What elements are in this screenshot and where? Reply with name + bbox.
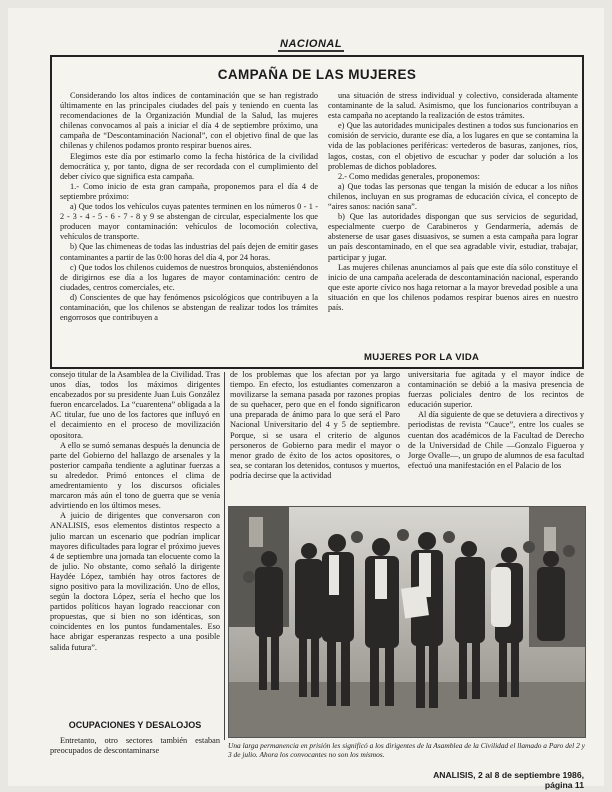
photo-illustration <box>229 507 586 738</box>
paragraph: 1.- Como inicio de esta gran campaña, proponemos para el día 4 de septiembre próximo: <box>60 181 318 201</box>
paragraph: Considerando los altos índices de contaminación que se han registrado últimamente en las principales ciudades del país y teniendo en cuenta las recomendaciones de la Organización Mundial de la Salud, las mujeres chilenas convocamos al país a iniciar el día 4 de septiembre próximo, una campaña de “Descontaminación Nacional”, con el objetivo final de que las chilenas y chilenos podamos pronto respirar buenos aires. <box>60 91 318 151</box>
news-photo <box>228 506 586 738</box>
article-column-right <box>408 370 584 506</box>
paragraph: Al día siguiente de que se detuviera a directivos y periodistas de revista “Cauce”, entre los cuales se cuentan dos académicos de la Facultad de Derecho de la Universidad de Chile —Gonzalo Figueroa y Jorge Ovalle—, un grupo de alumnos de esa facultad efectuó una manifestación en el Palacio de los <box>408 410 584 470</box>
paragraph: 2.- Como medidas generales, proponemos: <box>338 171 480 181</box>
paragraph: Las mujeres chilenas anunciamos al país que este día sólo constituye el inicio de una campaña acelerada de descontaminación nacional, esperando que este aporte cívico nos haga retornar a la mayor brevedad posible a una situación en que los chilenos podamos respirar buenos aires en nuestro país. <box>328 262 578 312</box>
article-column-left <box>50 370 220 718</box>
column-rule <box>224 372 225 740</box>
paragraph: b) Que las chimeneas de todas las industrias del país dejen de emitir gases contaminantes a partir de las 0:00 horas del día 4, por 24 horas. <box>60 242 318 262</box>
paragraph: Elegimos este día por estimarlo como la fecha histórica de la civilidad democrática y, por tanto, digna de ser recordada con el cumplimiento del deber cívico que significa esta campaña. <box>60 151 318 181</box>
box-column-2 <box>328 91 578 365</box>
paragraph: d) Conscientes de que hay fenómenos psicológicos que contribuyen a la contaminación, que los chilenos se abstengan de realizar todos los trámites engorrosos que contribuyen a <box>60 292 318 323</box>
section-tag: NACIONAL <box>280 38 343 50</box>
magazine-page <box>8 8 604 790</box>
paragraph: Entretanto, otro sectores también estaban preocupados de descontaminarse <box>50 736 220 756</box>
campaign-box <box>50 55 584 369</box>
page-footer: ANALISIS, 2 al 8 de septiembre 1986, página 11 <box>433 770 584 790</box>
paragraph: a) Que todas las personas que tengan la misión de educar a los niños chilenos, incluyan en sus programas de educación cívica, el concepto de “aires sanos: nación sana”. <box>328 181 578 212</box>
box-title: CAMPAÑA DE LAS MUJERES <box>217 67 417 82</box>
article-tail <box>50 736 220 760</box>
paragraph: b) Que las autoridades dispongan que sus servicios de seguridad, especialmente cuerpo de Carabineros y Gendarmería, además de abstenerse de usar gases disuasivos, se sumen a esta campaña para lograr un país descontaminado, en el que sea agradable vivir, estudiar, trabajar, participar y jugar. <box>328 212 578 262</box>
paragraph: A juicio de dirigentes que conversaron con ANALISIS, esos elementos distintos respecto a julio marcan un escenario que podrían implicar mayores dificultades para lograr el próximo jueves 4 de septiembre una jornada tan elocuente como la de julio. No obstante, como señaló la dirigente Haydée López, también hay otros factores de signo positivo para la movilización. Uno de ellos, según la doctora López, sería el hecho que los partidos políticos hayan logrado reaccionar con propuestas, que si bien no son idénticas, son coincidentes en los puntos fundamentales. Eso hace abrigar esperanzas respecto a una posible salida futura”. <box>50 511 220 652</box>
photo-caption: Una larga permanencia en prisión les significó a los dirigentes de la Asamblea de la Civilidad el llamado a Paro del 2 y 3 de julio. Ahora los convocantes no son los mismos. <box>228 741 585 759</box>
box-column-1 <box>60 91 318 365</box>
article-column-middle <box>230 370 400 506</box>
paragraph: a) Que todos los vehículos cuyas patentes terminen en los números 0 - 1 - 2 - 3 - 4 - 5 - 6 - 7 - 8 y 9 se abstengan de circular, especialmente los que producen mayor contaminación: vehículos de locomoción colectiva, vehículos de transporte. <box>60 202 318 242</box>
paragraph: una situación de stress individual y colectivo, considerada altamente contaminante de la salud. Asimismo, que los funcionarios contribuyan a esta campaña no aceptando la realización de estos trámites. <box>328 91 578 121</box>
paragraph: A ello se sumó semanas después la denuncia de parte del Gobierno del hallazgo de arsenales y la posterior campaña tendiente a aglutinar fuerzas a su alrededor. Primó entonces el clima de amedrentamiento y los discursos oficiales marcaron más aún el tono de guerra que se venía advirtiendo en los últimos meses. <box>50 440 220 511</box>
paragraph: consejo titular de la Asamblea de la Civilidad. Tras unos días, todos los máximos dirigentes encabezados por su presidente Juan Luis González fueron encarcelados. La “cuarentena” obligada a la AC titular, fue uno de los factores que influyó en el decaimiento en el proceso de movilización opositora. <box>50 370 220 440</box>
paragraph: e) Que las autoridades municipales destinen a todos sus funcionarios en comisión de servicio, durante ese día, a los lugares en que se contamina la vida de las poblaciones periféricas: vertederos de basuras, zanjones, ríos, lagos, costas, con el objetivo de escuchar y poder dar solución a los problemas de dichos pobladores. <box>328 121 578 171</box>
paragraph: de los problemas que los afectan por ya largo tiempo. En efecto, los estudiantes comenzaron a movilizarse la semana pasada por razones propias de su quehacer, pero que en el fondo significaron una preparada de ánimo para lo que será el Paro Nacional Universitario del 4 y 5 de septiembre. Porque, si se usara el criterio de algunos personeros de Gobierno para medir el mayor o menor grado de éxito de los actos opositores, o sea, se contaran los detenidos, contusos y muertos, podría decirse que la actividad <box>230 370 400 480</box>
paragraph: universitaria fue agitada y el mayor índice de contaminación se debió a la masiva presencia de fuerzas policiales dentro de los recintos de educación superior. <box>408 370 584 410</box>
box-signature: MUJERES POR LA VIDA <box>364 352 480 363</box>
paragraph: c) Que todos los chilenos cuidemos de nuestros bronquios, absteniéndonos de dirigirnos ese día a los lugares de mayor contaminación: centro de ciudades, centros comerciales, etc. <box>60 262 318 292</box>
subhead-ocupaciones: OCUPACIONES Y DESALOJOS <box>68 720 202 730</box>
